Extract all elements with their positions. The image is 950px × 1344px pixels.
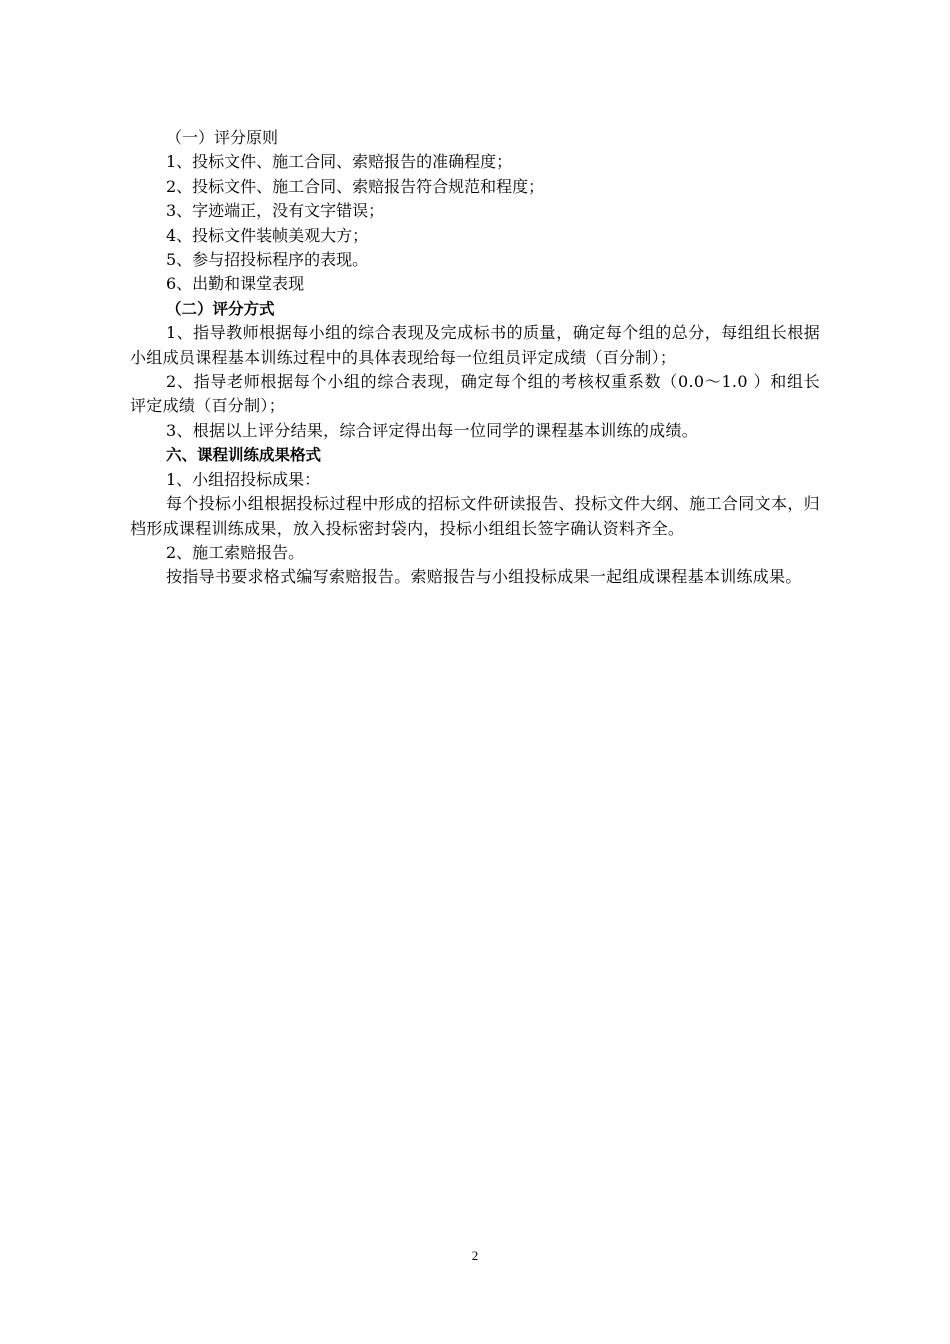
principle-item-6: 6、出勤和课堂表现: [166, 274, 305, 294]
principle-item-5: 5、参与招投标程序的表现。: [166, 250, 369, 270]
principle-item-1: 1、投标文件、施工合同、索赔报告的准确程度；: [166, 152, 513, 172]
results-item-1-title: 1、小组招投标成果：: [166, 469, 321, 489]
section-heading-scoring-principles: （一）评分原则: [166, 128, 279, 147]
results-item-1-body: 每个投标小组根据投标过程中形成的招标文件研读报告、投标文件大纲、施工合同文本，归档形成课程训练成果，放入投标密封袋内，投标小组组长签字确认资料齐全。: [130, 494, 820, 538]
page-number: 2: [471, 1248, 479, 1263]
method-paragraph-3: 3、根据以上评分结果，综合评定得出每一位同学的课程基本训练的成绩。: [166, 420, 699, 440]
principle-item-4: 4、投标文件装帧美观大方；: [166, 225, 369, 245]
section-heading-results-format: 六、课程训练成果格式: [166, 446, 322, 465]
principle-item-3: 3、字迹端正，没有文字错误；: [166, 201, 385, 221]
document-body: [130, 126, 820, 590]
results-item-2-body: 按指导书要求格式编写索赔报告。索赔报告与小组投标成果一起组成课程基本训练成果。: [166, 567, 802, 587]
method-paragraph-1: 1、指导教师根据每小组的综合表现及完成标书的质量，确定每个组的总分，每组组长根据小组成员课程基本训练过程中的具体表现给每一位组员评定成绩（百分制）；: [130, 323, 820, 367]
results-item-2-title: 2、施工索赔报告。: [166, 542, 305, 562]
method-paragraph-2: 2、指导老师根据每个小组的综合表现，确定每个组的考核权重系数（0.0～1.0 ）和组长评定成绩（百分制）；: [130, 372, 820, 416]
principle-item-2: 2、投标文件、施工合同、索赔报告符合规范和程度；: [166, 176, 545, 196]
section-heading-scoring-method: （二）评分方式: [166, 299, 275, 318]
